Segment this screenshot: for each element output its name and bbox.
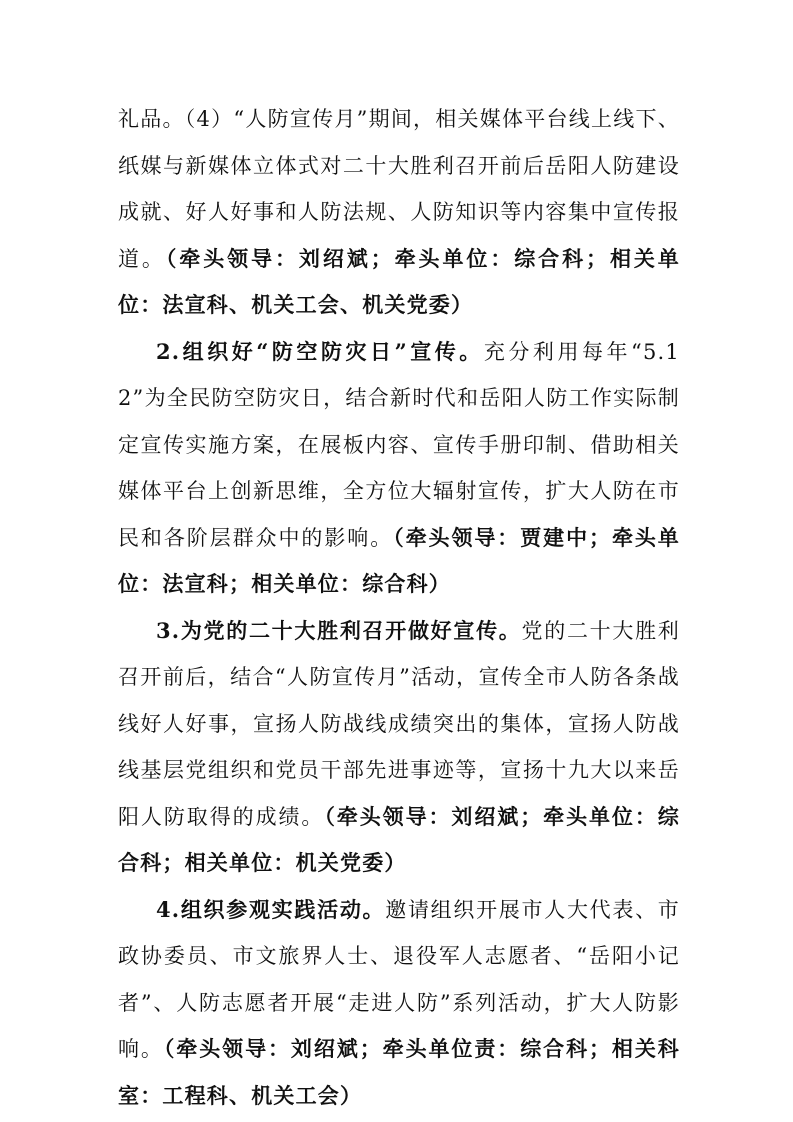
paragraph-2-heading: 2.组织好“防空防灾日”宣传。 [156, 338, 484, 364]
paragraph-4-body: 邀请组织开展市人大代表、市政协委员、市文旅界人士、退役军人志愿者、“岳阳小记者”、人防志愿者开展“走进人防”系列活动，扩大人防影响。 [118, 897, 680, 1061]
paragraph-1-responsibility: （牵头领导：刘绍斌；牵头单位：综合科；相关单位：法宣科、机关工会、机关党委） [118, 245, 680, 317]
paragraph-3-heading: 3.为党的二十大胜利召开做好宣传。 [156, 617, 522, 643]
paragraph-2-responsibility: （牵头领导：贾建中；牵头单位：法宣科；相关单位：综合科） [118, 524, 680, 596]
paragraph-2 [118, 329, 680, 608]
paragraph-4 [118, 887, 680, 1120]
paragraph-1 [118, 96, 680, 329]
document-body [118, 96, 680, 1119]
paragraph-1-body: 礼品。（4）“人防宣传月”期间，相关媒体平台线上线下、纸媒与新媒体立体式对二十大胜利召开前后岳阳人防建设成就、好人好事和人防法规、人防知识等内容集中宣传报道。 [118, 107, 680, 271]
paragraph-4-heading: 4.组织参观实践活动。 [156, 896, 386, 922]
paragraph-3-body: 党的二十大胜利召开前后，结合“人防宣传月”活动，宣传全市人防各条战线好人好事，宣扬人防战线成绩突出的集体，宣扬人防战线基层党组织和党员干部先进事迹等，宣扬十九大以来岳阳人防取得的成绩。 [118, 618, 680, 829]
paragraph-4-responsibility: （牵头领导：刘绍斌；牵头单位责：综合科；相关科室：工程科、机关工会） [118, 1036, 680, 1108]
paragraph-3 [118, 608, 680, 887]
paragraph-3-responsibility: （牵头领导：刘绍斌；牵头单位：综合科；相关单位：机关党委） [118, 803, 680, 875]
paragraph-2-body: 充分利用每年“5.12”为全民防空防灾日，结合新时代和岳阳人防工作实际制定宣传实施方案，在展板内容、宣传手册印制、借助相关媒体平台上创新思维，全方位大辐射宣传，扩大人防在市民和各阶层群众中的影响。 [118, 339, 680, 550]
